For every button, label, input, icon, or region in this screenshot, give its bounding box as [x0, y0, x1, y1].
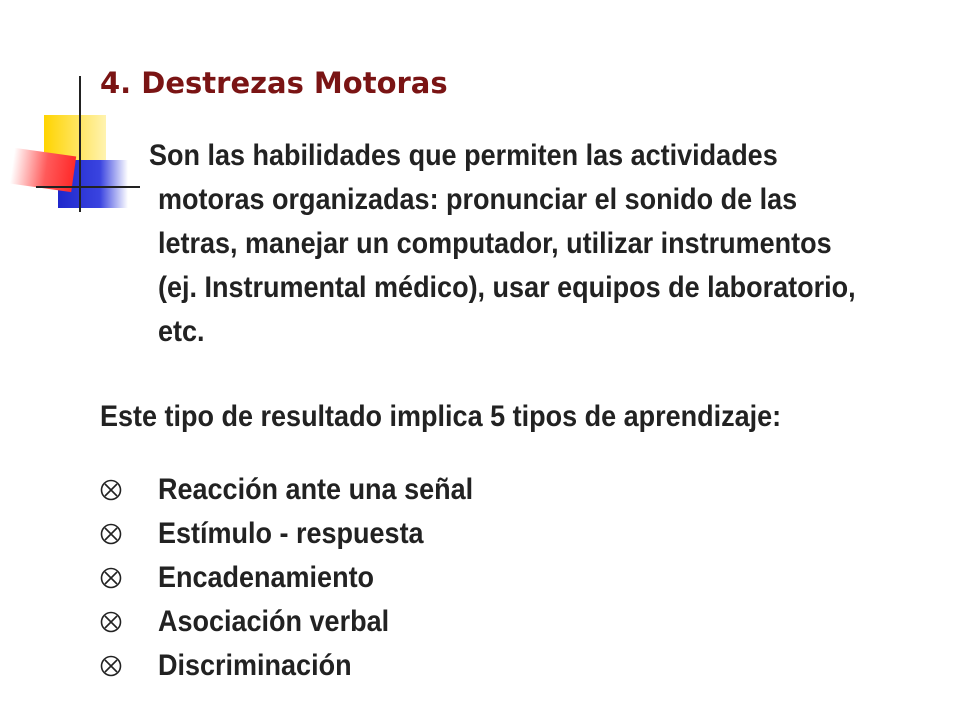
learning-types-list — [100, 468, 508, 688]
list-item-label: Asociación verbal — [158, 605, 390, 638]
list-item-label: Encadenamiento — [158, 561, 375, 594]
list-item — [100, 512, 508, 556]
list-item — [100, 556, 508, 600]
list-item-label: Estímulo - respuesta — [158, 517, 424, 550]
circled-times-icon — [100, 567, 122, 589]
list-item — [100, 468, 508, 512]
list-item — [100, 600, 508, 644]
decorative-squares-graphic — [0, 0, 140, 220]
list-item-label: Reacción ante una señal — [158, 473, 474, 506]
description-paragraph: Son las habilidades que permiten las actividades motoras organizadas: pronunciar el sonido de las letras, manejar un computador, utilizar instrumentos (ej. Instrumental médico), usar equipos de laboratorio, etc. — [149, 139, 856, 348]
circled-times-icon — [100, 655, 122, 677]
slide-title: 4. Destrezas Motoras — [100, 66, 448, 100]
circled-times-icon — [100, 611, 122, 633]
circled-times-icon — [100, 523, 122, 545]
circled-times-icon — [100, 479, 122, 501]
list-item — [100, 644, 508, 688]
learning-types-intro: Este tipo de resultado implica 5 tipos de aprendizaje: — [100, 400, 782, 433]
list-item-label: Discriminación — [158, 649, 352, 682]
